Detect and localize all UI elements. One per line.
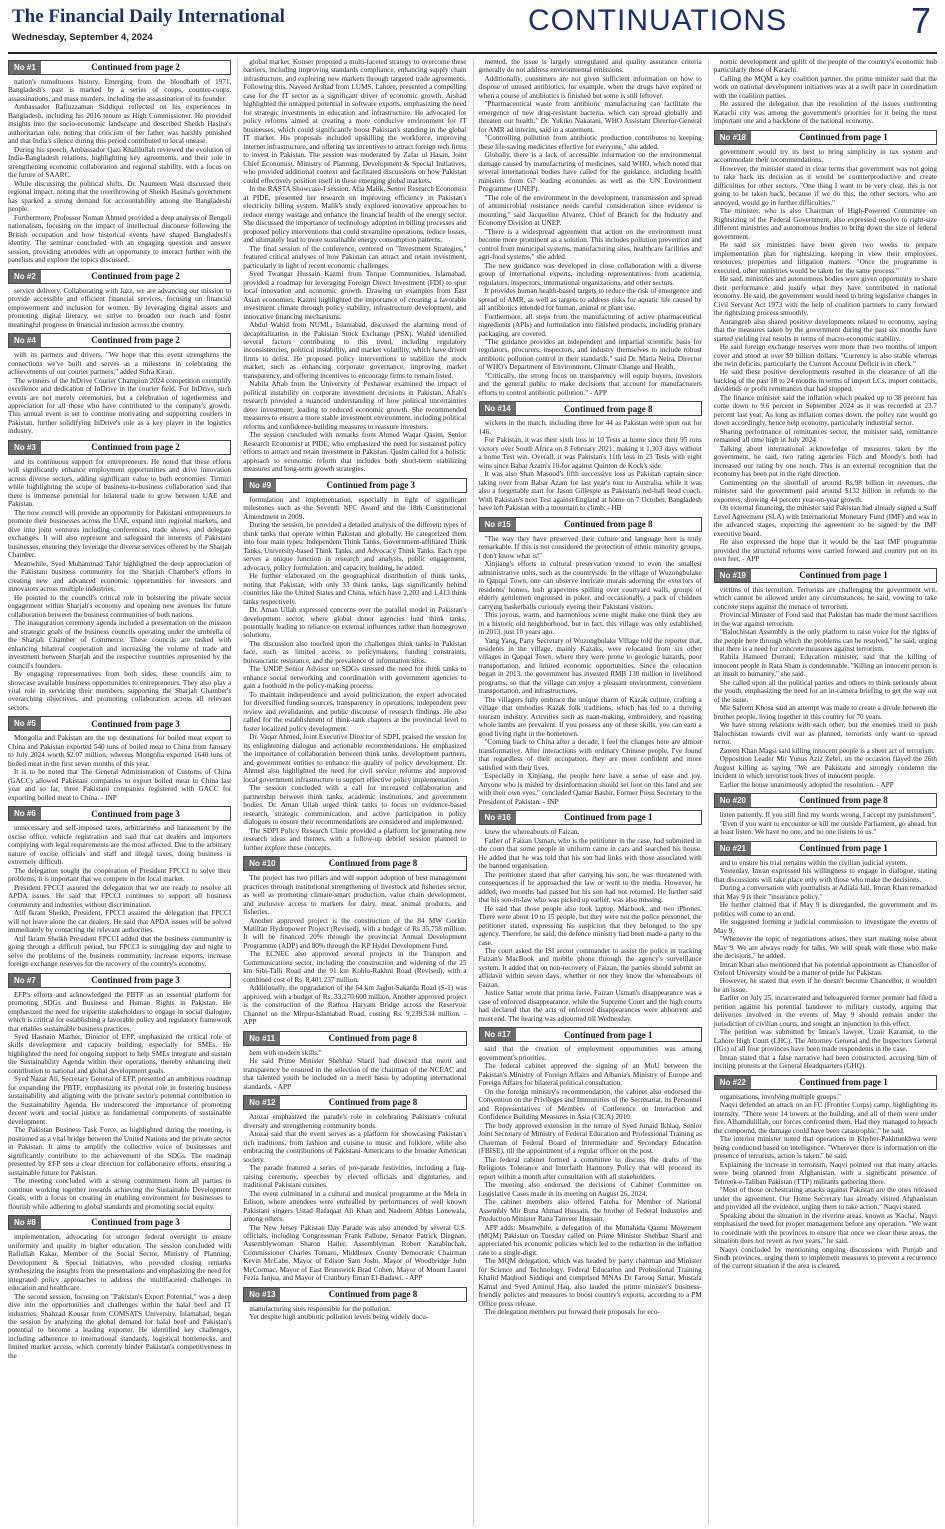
story-paragraph: For Pakistan, it was their sixth loss in 10 Tests at home since their 95 runs victory over South Africa on 8 February 2021, making it 1,303 days without a home Test win. Overall, it was Pakistan's 11th loss in 23 Tests with eight wins since Babar Azam's 10-for against Quinton de Kock's side. <box>478 436 702 470</box>
story-paragraph: On the foreign ministry's recommendation, the cabinet also endorsed the Convention on the Privileges and Immunities of the Secretariat, its Personnel and Representatives of Members of Conference on Interaction and Confidence Building Measures in Asia (CICA) 2010. <box>478 1087 702 1122</box>
story-continuation-title: Continued from page 1 <box>799 842 888 853</box>
story-paragraph: He said foreign exchange reserves were more than two months of import cover and stood at over $9 billion dollars. "Currency is also stable whereas the twin deficits, particularly the Current Account Deficit is in check." <box>713 343 937 368</box>
masthead <box>8 0 937 54</box>
story-paragraph: Zareen Khan Magsi said killing innocent people is a sheer act of terrorism. <box>719 746 935 755</box>
story-header <box>8 806 231 821</box>
story-paragraph: said that the creation of employment opportunities was among government's priorities. <box>478 1045 702 1062</box>
story-paragraph: The minister, who is also Chairman of High-Powered Committee on Rightsizing of the Federal Government, also expressed resolve to right-size different ministries and autonomous bodies to bring down the size of federal government. <box>713 207 937 241</box>
story-header <box>8 269 231 284</box>
story-paragraph: Additionally, consumers are not given sufficient information on how to dispose of unused antibiotics, for example, when the drugs have expired or when a course of antibiotics is finished but some is still leftover. <box>478 74 702 100</box>
story-paragraph: The meeting also endorsed the decisions of Cabinet Committee on Legislative Cases made in its meeting on August 26, 2024. <box>478 1181 702 1198</box>
story-paragraph: During the session, he provided a detailed analysis of the different types of think tanks that operate within Pakistan and globally. He categorized them into four main types: Independent Think Tanks, Government-affiliated Think Tanks, University-based Think Tanks, and Advocacy Think Tanks. Each type serves a unique function in research and analysis, public engagement, advocacy, policy formulation, and capacity building, he added. <box>243 521 467 572</box>
story-paragraph: The new guidance was developed in close collaboration with a diverse group of international experts, including representatives from academia, regulators, inspectors, international organizations, and other sectors. <box>478 261 702 287</box>
story-paragraph: He said six ministries have been given two weeks to prepare implementation plan for rightsizing, keeping in view their employees, resources, properties and litigation matters. "Once the programme is executed, other ministries would be taken for the same process." <box>713 241 937 275</box>
story-paragraph: The New Jersey Pakistan Day Parade was also attended by several U.S. officials, including Congressman Frank Pallone, Senator Patrick Diegnan, Assemblywoman Sharon Hailer, Assemblyman Robert Karabinchak, Commissioner Charles Tomaro, Middlesex County Democratic Chairman Kevin McCabe, Mayor of Edison Sam Joshi, Mayor of Woodbridge John McCormac, Mayor of East Brunswick Brad Cohen, Mayor of Mount Laurel Fezia Janjua, and Mayor of Cranbury Eman El-Badawi. - APP <box>243 1223 467 1283</box>
story-paragraph: In the RASTA Showcase-I session, Afia Malik, Senior Research Economist at PIDE, presented her research on improving efficiency in Pakistan's electricity billing system. Malik's study explored innovative approaches to reduce energy wastage and enhance the financial health of the energy sector. She discussed the importance of technology adoption in billing processes and proposed policy interventions that could streamline operations, reduce losses, and ultimately lead to more sustainable energy consumption patterns. <box>243 185 467 245</box>
story-paragraph: hem with modern skills." <box>249 1048 322 1057</box>
story <box>243 1095 466 1283</box>
story-paragraph: "Controlling pollution from antibiotic production contributes to keeping these life-saving medicines effective for everyone," she added. <box>478 134 702 151</box>
story-number: No #6 <box>9 807 41 820</box>
story <box>714 793 937 836</box>
story-paragraph: Dr. Vaqar Ahmed, Joint Executive Director of SDPI, praised the session for its enlightening dialogue and actionable recommendations. He emphasized the importance of collaboration between think tanks, development partners, and government entities to enhance the quality of policy development. Dr. Ahmed also highlighted the need for civil service reforms and improved local government infrastructure to support effective policy implementation. <box>243 733 467 784</box>
story-paragraph: This joyous, warm, and harmonious scene might make one think they are in a historic old neighborhood, but in fact, this village was only established in 2013, just 10 years ago. <box>478 611 702 637</box>
story-paragraph: and to ensure his trial remains within the civilian judicial system. <box>719 858 908 867</box>
story-paragraph: Rahila Hameed Durrani, Education minister, said that the killing of innocent people in Rara Sham is condemnable. "Killing an innocent person is an insult to humanity," she said. <box>713 653 937 679</box>
story-paragraph: government would try its best to bring simplicity in tax system and accommodate their recommendations. <box>713 147 937 165</box>
story-number: No #3 <box>9 441 41 454</box>
story-paragraph: The UNDP Senior Advisor on SDGs stressed the need for think tanks to enhance social networking and coordination with government agencies to gain a foothold in the policy-making process. <box>243 665 467 691</box>
story-paragraph: and its continuous support for entrepreneurs. He noted that these efforts will significantly enhance employment opportunities and drive innovation across diverse sectors, adding significant value to both economies. Tirmizi while highlighting the scope of business-to-business collaboration said that there is immense potential for bilateral trade to grow between UAE and Pakistan. <box>8 457 232 509</box>
story-paragraph: Yesterday, Imran expressed his willingness to engage in dialogue, stating that discussions will take place only with those who make the decisions. <box>713 867 937 884</box>
story-header <box>714 568 937 583</box>
story-paragraph: implementation, advocating for stronger federal oversight to ensure uniformity and quality in higher education. The session concluded with Rafiullah Kakar, Member of the Social Sector, Ministry of Planning, Development & Special Initiatives, who provided closing remarks synthesizing the insights from the presentations and emphasizing the need for integrated policy approaches to address the multifaceted challenges in education and healthcare. <box>8 1233 232 1293</box>
story-continuation-title: Continued from page 3 <box>91 1217 180 1228</box>
section-title: CONTINUATIONS <box>528 4 788 37</box>
story-paragraph: "Whenever the topic of negotiations arises, they start making noise about May 9. We are always ready for talks. We will speak with those who make the decisions," he added. <box>713 935 937 961</box>
story-paragraph: nation's tumultuous history. Emerging from the bloodbath of 1971, Bangladesh's past is marked by a series of coups, counter-coups, assassinations, and mass murders, including the assassination of its founder. <box>8 78 232 103</box>
story-paragraph: Atozai said that the event serves as a platform for showcasing Pakistan's rich traditions, from fashion and cuisine to music and folklore, while also embracing the contributions of Pakistani-Americans to the broader American society. <box>243 1130 467 1164</box>
story-paragraph: Syed Hasnain Mazher, Director of EFP, emphasized the critical role of skills development and capacity building, especially for SMEs. He highlighted the need for ongoing support to help SMEs integrate and sustain the Sustainability Agenda within their operations, thereby enhancing their contribution to national and global development goals. <box>8 1032 232 1075</box>
story-paragraph: Justice Sattar wrote that prima facie, Faizan Usman's disappearance was a case of enforced disappearance, while the Supreme Court and the high courts had declared that the acts of enforced disappearances were abhorrent and must end. The hearing was adjourned till Wednesday. <box>478 989 702 1023</box>
story-paragraph: Syed Nazar Ali, Secretary General of EFP, presented an ambitious roadmap for expanding the PBTF, emphasizing its pivotal role in fostering business sustainability and aligning with the private sector's potential contribution to the Sustainability Agenda. He underscored the importance of promoting decent work and social justice as fundamental components of sustainable development. <box>8 1075 232 1126</box>
story-paragraph: manufacturing sites responsible for the pollution. <box>249 1304 391 1313</box>
story-continuation-title: Continued from page 8 <box>328 1289 418 1300</box>
story <box>243 58 466 474</box>
story-paragraph: He said, ministries and autonomous bodies were given opportunity to share their performance and justify what they have contributed in national economy. He said, the government would need to bring legislative changes in Civil Servant Act 1973 with the help of coalition partners to carry forward the rightsizing process smoothly. <box>713 275 937 318</box>
story-continuation-title: Continued from page 2 <box>91 270 180 281</box>
story-paragraph: The cabinet members also offered Fateha for Member of National Assembly Mir Buna Ahmad Hussain, the brother of Federal Industries and Production Minister Rana Tanveer Hussain. <box>478 1198 702 1224</box>
story-paragraph: knew the whereabouts of Faizan. <box>484 828 580 837</box>
column-1 <box>8 58 231 1526</box>
story-number: No #10 <box>244 857 280 870</box>
story-paragraph: The federal cabinet approved the signing of an MoU between the Pakistan's Ministry of Foreign Affairs and Albania's Ministry of Europe and Foreign Affairs for bilateral political consultation. <box>478 1062 702 1088</box>
story-number: No #12 <box>244 1096 280 1109</box>
story-paragraph: "Balochistan Assembly is the only platform to raise voice for the rights of the people here through which the problems can be resolved," he said, urging that there is a need for concrete measures against terrorism. <box>713 628 937 653</box>
story-paragraph: Meanwhile, Syed Muhammad Tahir highlighted the deep appreciation of the Pakistani business community for the Sharjah Chamber's efforts in creating new and advanced economic opportunities for investors and innovators across multiple industries. <box>8 559 232 594</box>
story <box>714 130 937 564</box>
story-number: No #1 <box>9 61 41 74</box>
story-paragraph: The villagers fully embrace the unique charm of Kazak culture, crafting a village that embodies Kazak folk traditions, which has led to a thriving tourism industry. Activities such as naan-making, embroidery, and roasting whole lambs are prevalent. If you possess any of these skills, you can earn a good living right in the hometown. <box>478 695 702 738</box>
story-paragraph: Commenting on the shortfall of around Rs.98 billion in revenues, the minister said the government paid around $132 billion in refunds to the exporters, showing 44 percent year-on-year growth. <box>713 478 937 504</box>
story-paragraph: Atif Ikram Sheikh, President, FPCCI assured the delegation that FPCCI will not leave alone the car dealers. He said that APDA issues will be solved immediately by contacting the relevant authorities. <box>8 909 232 935</box>
story <box>243 478 466 852</box>
story <box>8 973 231 1212</box>
story <box>8 440 231 713</box>
story-paragraph: The now council will provide an opportunity for Pakistani entrepreneurs to promote their businesses across the UAE, expand into regional markets, and dive into joint ventures including conferences, trade shows, and delegate exchanges. It will also represent and safeguard the interests of Pakistani businesses, ensuring they leverage the diverse services offered by the Sharjah Chamber. <box>8 508 232 560</box>
story-number: No #8 <box>9 1216 41 1229</box>
story-paragraph: unnecessary and self-imposed taxes, arbitrariness and harassment by the excise office, vehicle registration and said that car dealers and importers complying with legal requirements are the most affected. Due to the arbitrary nature of excise officials and staff and illegal taxes, doing business is extremely difficult. <box>8 824 232 867</box>
story-paragraph: He further claimed that if May 9 is disregarded, the government and its politics will come to an end. <box>713 901 937 918</box>
story <box>8 1215 231 1360</box>
story-continuation-title: Continued from page 8 <box>328 1097 418 1108</box>
story-paragraph: However, the minister stated in clear terms that government was not going to take back its decision as it would be counterproductive and create difficulties for other sectors. "One thing I want to be very clear, this is not going to be taken back, because if we do this, the other sectors, who are annoyed, would go in further difficulties." <box>713 164 937 207</box>
story-paragraph: Aurangzeb also shared positive developments related to economy, saying that the measures taken by the government during the past six months have started yielding real results in terms of macro-economic stability. <box>713 317 937 343</box>
story-paragraph: The session concluded with a call for increased collaboration and partnership between think tanks, academic institutions, and government bodies. Dr. Aman Ullah urged think tanks to focus on evidence-based research, strategic communication, and active participation in policy dialogues to ensure their recommendations are considered and implemented. <box>243 784 467 827</box>
story-paragraph: It was also Shan Masood's fifth successive loss as Pakistan captain since taking over from Babar Azam for last year's tour to Australia, while it was also a forgettable start for Jason Gillespie as Pakistan's red-ball head coach. With Pakistan's next Test against England at home on 7 October, Bangladesh have left Pakistan with a mountain to climb. - HB <box>478 470 702 513</box>
story-paragraph: Opposition Leader Mir Yunus Aziz Zehri, on the occasion flayed the 26th August killing as saying "We are Pakistani and strongly condemn the incident in which terrorist took lives of innocent people. <box>713 755 937 781</box>
story-paragraph: "There is a widespread agreement that action on the environment must become more prominent as a solution. This includes pollution prevention and control from municipal systems, manufacturing sites, healthcare facilities and agri-food systems," she added. <box>478 227 702 262</box>
story-paragraph: The final session of the conference, centered on "Investment Strategies," featured critical analyses of how Pakistan can attract and retain investment, particularly in light of recent economic challenges. <box>243 244 467 270</box>
story-paragraph: "Pharmaceutical waste from antibiotic manufacturing can facilitate the emergence of new drug-resistant bacteria, which can spread globally and threaten our health," Dr. Yukiko Nakatani, WHO Assistant Director-General for AMR ad interim, said in a statement. <box>478 100 702 134</box>
story-paragraph: Yang Yang, Party Secretary of Wuzongbulake Village told the reporter that, residents in the village, mainly Kazaks, were relocated from six other villages in Qapqal Town, where they were prone to geologic hazards, poor transportation, and limited economic opportunities. Since the relocation began in 2013, the government has invested RMB 130 million in livelihood programs, so that the village can enjoy a pleasant environment, convenient transportation, and infrastructures. <box>478 636 702 696</box>
story-paragraph: While discussing the political shifts, Dr. Naumeen Wasi discussed their regional impact, noting that the overthrowing of Sheikh Hasina's government has sparked a strong demand for accountability among the Bangladeshi people. <box>8 179 232 214</box>
story-header <box>479 1027 702 1042</box>
story-paragraph: APP adds: Meanwhile, a delegation of the Muttahida Qaumi Movement (MQM) Pakistan on Tuesday called on Prime Minister Shehbaz Sharif and appreciated his economic policies which led to the reduction in the inflation rate to a single-digit. <box>478 1223 702 1257</box>
story-paragraph: organisations, involving multiple groups." <box>719 1092 841 1101</box>
story-paragraph: "Even if you want to encounter or kill me outside Parliament, go ahead, but at least listen. We have no one, and no one listens to us." <box>713 819 937 837</box>
story-header <box>243 856 466 871</box>
story-paragraph: He said Prime Minister Shehbaz Sharif had directed that merit and transparency be ensured in the selection of the chairman of the NCEAC and that talented youth be included on a merit basis by adopting international standards. - APP <box>243 1057 467 1091</box>
story-paragraph: "Most of those orchestrating attacks against Pakistan are the ones released under the agreement. Our Home Secretary has already visited Afghanistan and provided all the evidence, urging them to take action," Naqvi stated. <box>713 1186 937 1212</box>
story-header <box>8 716 231 731</box>
story-number: No #11 <box>244 1032 280 1045</box>
story-continuation-title: Continued from page 3 <box>91 808 180 819</box>
story-paragraph: Father of Faizan Usman, who is the petitioner in the case, had submitted in the court that some people in uniform came in cars and searched his house. He added that he was told that his son had links with those associated with the banned organisation. <box>478 836 702 871</box>
story-paragraph: Earlier the house unanimously adopted the resolution. - APP <box>719 780 894 789</box>
story <box>243 1287 466 1322</box>
story-number: No #15 <box>480 518 516 531</box>
story-number: No #7 <box>9 974 41 987</box>
story <box>8 60 231 265</box>
story-paragraph: Globally, there is a lack of accessible information on the environmental damage caused by manufacturing of medicines, said WHO, which noted that several international bodies have called for the guidance, including health ministers from G7 leading economies as well as the UN Environment Programme (UNEP). <box>478 151 702 194</box>
story-paragraph: victims of this terrorism. Terrorists are challenging the government writ, which cannot be allowed under any circumstances, he said, vowing to take concrete steps against the menace of terrorism. <box>713 585 937 611</box>
story-paragraph: The court asked the ISI sector commander to assist the police in tracking Faizan's MacBook and mobile phone through the agency's surveillance system. It added that on non-recovery of Faizan, the parties should submit an affidavit within seven days, whether or not they know the whereabouts of Faizan. <box>478 946 702 989</box>
story-paragraph: He also expressed the hope that it would be the last IMF programme provided the structural reforms were carried forward and country put on its own feet. - APP <box>713 538 937 564</box>
story-paragraph: He pointed to the council's critical role in bolstering the private sector engagement within Sharjah's economy and opening new avenues for future collaboration between the business communities of both nations. <box>8 593 232 619</box>
story-paragraph: Talking about international acknowledge of measures taken by the government, he said, two rating agencies Fitch and Moody's both had increased our rating by one notch. This is an external recognition that the economy has been put in the right direction. <box>713 444 937 479</box>
story-number: No #9 <box>244 479 276 492</box>
story-paragraph: Sharing performance of remittances sector, the minister said, remittance remained all time high in July 2024. <box>713 427 937 445</box>
story-paragraph: We have strong relations with each other, but the enemies tried to push Balochistan towards civil war as planned, terrorists only want to spread terror. <box>713 721 937 747</box>
story-continuation-title: Continued from page 2 <box>91 442 180 453</box>
story-paragraph: The delegation sought the cooperation of President FPCCI to solve their problems, it is important that we compete in the local market. <box>8 866 232 884</box>
story-header <box>714 130 937 145</box>
story-paragraph: Another approved project is the construction of the 84 MW Gorkin Matiltan Hydropower Project (Revised), with a budget of Rs 35,758 million. It will be financed 20% through the provincial Annual Development Programme (ADP) and 80% through the KP Hydel Development Fund. <box>243 916 467 950</box>
story-paragraph: wickets in the match, including three for 44 as Pakistan were spun out for 146. <box>478 419 702 436</box>
story-paragraph: Mir Saleem Khosa said an attempt was made to create a divide between the brother people, living together in this country for 70 years. <box>713 704 937 721</box>
story-header <box>714 793 937 808</box>
story-header <box>8 440 231 455</box>
story <box>479 810 702 1023</box>
story <box>479 401 702 512</box>
story-number: No #18 <box>715 131 751 144</box>
story-paragraph: Atozai emphasized the parade's role in celebrating Pakistan's cultural diversity and strengthening community bonds. <box>243 1113 467 1130</box>
story-paragraph: mented, the issue is largely unregulated and quality assurance criteria generally do not address environmental emissions. <box>478 58 702 75</box>
story-continuation-title: Continued from page 3 <box>91 974 180 985</box>
story-header <box>714 841 937 856</box>
story-header <box>8 333 231 348</box>
story <box>243 1031 466 1091</box>
story-paragraph: The body approved extension in the tenure of Syed Junaid Ikhlaq, Senior Joint Secretary of Ministry of Federal Education and Professional Training as Chairman of Federal Board of Intermediate and Secondary Education (FBISE), till the appointment of a regular officer on the post. <box>478 1121 702 1156</box>
story-paragraph: "Coming back to China after a decade, I feel the changes here are almost transformative. After interactions with ordinary Chinese people, I've found that regardless of their occupation, they are more confident and more satisfied with their lives. <box>478 738 702 772</box>
story-paragraph: Furthermore, all steps from the manufacturing of active pharmaceutical ingredients (APIs) and formulation into finished products, including primary packaging, are covered. <box>478 312 702 338</box>
story-header <box>243 1031 466 1046</box>
story-paragraph: During a conversation with journalists at Adiala Jail, Imran Khan remarked that May 9 is their "insurance policy." <box>713 884 937 901</box>
story-paragraph: EFP's efforts and acknowledged the PBTF as an essential platform for promoting SDGs and Business and Human Rights in Pakistan. He emphasized the need for tripartite stakeholders to engage in social dialogue, which is critical for establishing a favorable policy and regulatory framework that enables sustainable business practices. <box>8 990 232 1033</box>
story-continuation-title: Continued from page 8 <box>799 795 888 806</box>
story-paragraph: The ECNEC also approved several projects in the Transport and Communications sector, including the construction and widening of the 25 km Sibi-Talli Road and the 91 km Kohlu-Rakhni Road (Revised), with a combined cost of Rs. 8,401.237 million. <box>243 950 467 984</box>
story-paragraph: Abdul Wahid from NUML, Islamabad, discussed the alarming trend of decapitalization in the Pakistan Stock Exchange (PSX). Wahid identified several factors contributing to this trend, including regulatory inconsistencies, political instability, and market volatility, which have driven firms to delist. He proposed policy interventions to stabilize the stock market, such as enhancing corporate governance, improving market transparency, and offering incentives to encourage firms to remain listed. <box>243 321 467 380</box>
story-number: No #19 <box>715 569 751 582</box>
story <box>8 716 231 802</box>
story-header <box>243 1287 466 1302</box>
story-number: No #13 <box>244 1288 280 1301</box>
story-paragraph: "Critically, the strong focus on transparency will equip buyers, investors and the general public to make decisions that account for manufacturers efforts to control antibiotic pollution." - APP <box>478 371 702 397</box>
story <box>8 333 231 436</box>
story-paragraph: "The guidance provides an independent and impartial scientific basis for regulators, procurers, inspectors, and industry themselves to include robust antibiotic pollution control in their standards," said Dr. Maria Neira, Director of WHO's Department of Environment, Climate Change and Health. <box>478 337 702 372</box>
story-number: No #5 <box>9 717 41 730</box>
story-paragraph: Earlier on July 25, incarcerated and beleaguered former premier had filed a petition against his potential handover to military custody, arguing that deliveries involved in the events of May 9 should remain under the jurisdiction of civilian courts, and sought an injunction to this effect. <box>713 994 937 1028</box>
story-continuation-title: Continued from page 1 <box>799 569 888 580</box>
story-continuation-title: Continued from page 8 <box>563 518 653 529</box>
story-paragraph: Imran stated that a false narrative had been constructed, accusing him of inciting protests at the General Headquarters (GHQ). <box>713 1053 937 1071</box>
story-continuation-title: Continued from page 8 <box>328 858 418 869</box>
story-header <box>479 517 702 532</box>
story <box>243 856 466 1027</box>
story-paragraph: The discussion also touched upon the challenges think tanks in Pakistan face, such as limited access to policymakers, funding constraints, bureaucratic resistance, and the prevalence of information silos. <box>243 639 467 665</box>
story-number: No #16 <box>480 811 516 824</box>
story-number: No #21 <box>715 842 751 855</box>
story-paragraph: Imran Khan also mentioned that his potential appointment as Chancellor of Oxford University would be a matter of pride for Pakistan. <box>713 960 937 977</box>
story-paragraph: Ambassador Rafiuzzaman Siddiqui reflected on his experiences in Bangladesh, including his 2016 tenure as High Commissioner. He provided insights into the socio-economic landscape and described Sheikh Hasina's authoritarian rule, noting that criticism of her father was harshly punished and that India's silence during this period contributed to local unease. <box>8 103 232 146</box>
story <box>714 58 937 126</box>
story <box>479 1027 702 1317</box>
story-paragraph: On external financing, the minister said Pakistan had already signed a Staff Level Agreement (SLA) with International Monetary Fund (IMF) and was in the advanced stages, expecting the agreement to be signed by the IMF executive board. <box>713 504 937 538</box>
column-3 <box>473 58 702 1526</box>
story-paragraph: She called upon all the political parties and others to think seriously about the youth, emphasizing the need for an in-camera briefing to get the way out of the issue. <box>713 678 937 704</box>
story-paragraph: Naqvi defended an attack on an FC (Frontier Corps) camp, highlighting its intensity. "There were 14 towers at the building, and all of them were under fire. Alhamdulillah, our forces confronted them. Had they managed to breach the compound, the damage could have been catastrophic," he said. <box>713 1101 937 1135</box>
story-continuation-title: Continued from page 2 <box>91 335 180 346</box>
story-continuation-title: Continued from page 8 <box>328 1032 418 1043</box>
story-header <box>8 60 231 75</box>
story-paragraph: Explaining the increase in terrorism, Naqvi pointed out that many attacks were being planned from Afghanistan, with a significant presence of Tehreek-e-Taliban Pakistan (TTP) militants gathering there. <box>713 1160 937 1186</box>
story-paragraph: Nabila Aftab from the University of Peshawar examined the impact of political instability on corporate investment decisions in Pakistan. Aftab's research provided a nuanced understanding of how political uncertainties deter investment, leading to reduced economic growth. She recommended measures to ensure a more stable investment environment, including political reforms and confidence-building measures to reassure investors. <box>243 380 467 431</box>
story <box>8 269 231 329</box>
story-header <box>479 401 702 416</box>
story-paragraph: The session concluded with remarks from Ahmed Waqar Qasim, Senior Research Economist at PIDE, who emphasized the need for sustained policy efforts to attract and retain investment in Pakistan. Qasim called for a holistic approach to economic reform that includes both short-term stabilizing measures and long-term growth strategies. <box>243 431 467 474</box>
story <box>479 58 702 397</box>
story-header <box>243 478 466 493</box>
story-continuation-title: Continued from page 1 <box>563 812 653 823</box>
column-4 <box>708 58 937 1526</box>
story-paragraph: It provides human health-based targets to reduce the risk of emergence and spread of AMR, as well as targets to address risks for aquatic life caused by all antibiotics intended for human, animal or plant use. <box>478 287 702 313</box>
story-number: No #2 <box>9 270 41 283</box>
story-continuation-title: Continued from page 3 <box>326 479 416 490</box>
story-header <box>714 1075 937 1090</box>
story-paragraph: "The role of the environment in the development, transmission and spread of antimicrobial resistance needs careful consideration since evidence is mounting," said Jacqueline Alvarez, Chief of Branch for the Industry and Economy Division at UNEP. <box>478 193 702 228</box>
story-paragraph: He said that those people also took laptop, Macbook, and two iPhones. There were about 10 to 15 people, but they were not the police personnel, the petitioner stated, expressing his suspicion that they belonged to the spy agency. Therefore, he said, the defence ministry had been made a party to the case. <box>478 904 702 947</box>
page-number: 7 <box>910 0 931 41</box>
story-paragraph: with its partners and drivers. "We hope that this event strengthens the connections we've built and serves as a milestone in celebrating the achievements of our courier partners," added Sidra Kiran. <box>8 351 232 377</box>
story-paragraph: He suggested forming a judicial commission to investigate the events of May 9. <box>713 918 937 935</box>
story-number: No #4 <box>9 334 41 347</box>
story-paragraph: listen patiently. If you still find my words wrong, I accept my punishment". <box>719 811 937 820</box>
story <box>714 841 937 1071</box>
story-continuation-title: Continued from page 1 <box>799 1076 888 1087</box>
story-paragraph: Atif Ikram Sheikh President FPCCI added that the business community is going through a difficult period, but FPCCI is struggling day and night to solve the problems of the business community, increase exports, increase foreign exchange reserves for the recovery of the country's economy. <box>8 934 232 969</box>
story-paragraph: The parade featured a series of pre-parade festivities, including a flag-raising ceremony, speeches by elected officials and dignitaries, and traditional Pakistani cuisines. <box>243 1164 467 1190</box>
story-paragraph: The event culminated in a cultural and musical programme at the Mela in Edison, where attendees were enthralled by performances of well known Pakistani singers Ustad Rafaqaat Ali Khan and Nadeem Abbas Lonewala, among others. <box>243 1189 467 1224</box>
story-paragraph: Speaking about the situation in the riverine areas, known as 'Kacha', Naqvi emphasised the need for proper management before any operation. "We want to coordinate with the provinces to ensure that once we clear these areas, the situation does not revert as two years," he said. <box>713 1211 937 1246</box>
story <box>8 806 231 968</box>
story-header <box>479 810 702 825</box>
story-paragraph: Dr. Aman Ullah expressed concerns over the parallel model in Pakistan's development sector, where global donor agencies fund think tanks, potentially leading to reliance on external influences rather than homegrown solutions. <box>243 606 467 640</box>
story-paragraph: Furthermore, Professor Noman Ahmed provided a deep analysis of Bengali nationalism, focusing on the impact of intellectual discourse following the British occupation and how historical events have shaped Bangladesh's identity. The seminar concluded with an engaging question and answer session, providing attendees with an opportunity to interact further with the panelists and explore the topics discussed. <box>8 213 232 265</box>
story-paragraph: The second session, focusing on "Pakistan's Export Potential," was a deep dive into the opportunities and challenges within the halal beef and IT industries. Shahzad Kousar from COMSATS University, Islamabad, began the session by analyzing the global demand for halal beef and Pakistan's potential to become a leading exporter. He identified key challenges, including adherence to international standards, logistical bottlenecks, and limited market access, which currently hinder Pakistan's competitiveness in the <box>8 1292 232 1360</box>
story-paragraph: The petitioner stated that after carrying his son, he was threatened with consequences if he approached the law or went to the media. However, he added, two months had passed but his son had not returned. He further said that his son-in-law who was picked up earlier, was also missing. <box>478 870 702 905</box>
story-header <box>8 973 231 988</box>
story-paragraph: To maintain independence and avoid politicization, the expert advocated for diversified funding sources, transparency in operations, independent peer review and revalidation, and public discourse of research findings. He also called for the establishment of think-tank chapters at the provincial level to foster localized policy development. <box>243 690 467 733</box>
story <box>479 517 702 807</box>
story-number: No #22 <box>715 1076 751 1089</box>
paper-name: The Financial Daily International <box>12 6 285 27</box>
story-paragraph: Especially in Xinjiang, the people here have a sense of ease and joy. Anyone who is misled by disinformation should set foot on this land and see with their own eyes," concluded Qamar Bashir, Former Press Secretary to the President of Pakistan. - INP <box>478 772 702 806</box>
story-paragraph: The SDPI Policy Research Clinic provided a platform for generating new research ideas and themes, with a follow-up debrief session planned to further explore these concepts. <box>243 826 467 852</box>
story-header <box>8 1215 231 1230</box>
story-paragraph: The interior minister noted that operations in Khyber-Pakhtunkhwa were being conducted based on intelligence. "Wherever there is information on the presence of terrorists, action is taken," he said. <box>713 1135 937 1161</box>
story-continuation-title: Continued from page 3 <box>91 718 180 729</box>
story-paragraph: However, he stated that even if he doesn't become Chancellor, it wouldn't be an issue. <box>713 977 937 994</box>
story-paragraph: The winners of the InDrive Courier Champion 2024 competition exemplify excellence and dedication of InDrive in the courier field. For InDrive, such events are not merely ceremonies, but a celebration of togetherness and appreciation for all those who have contributed to the company's growth. This annual event is set to continue motivating and supporting couriers in Pakistan, further solidifying InDrive's role as a key player in the logistics industry. <box>8 376 232 436</box>
story-number: No #17 <box>480 1028 516 1041</box>
story-paragraph: He assured the delegation that the resolution of the issues confronting Karachi city was among the government's priorities for it being the most important one and a backbone of the national economy. <box>713 100 937 126</box>
story-paragraph: President FPCCI assured the delegation that we are ready to resolve all APDA issues. He said that FPCCI continues to support all business community and industries without discrimination. <box>8 883 232 909</box>
story-paragraph: global market. Kouser proposed a multi-faceted strategy to overcome these barriers, including improving standards compliance, enhancing supply chain infrastructure, and exploring new markets through targeted trade agreements. Following this, Naveed Arshad from LUMS, Lahore, presented a compelling case for the IT sector as a significant driver of economic growth. Arshad highlighted the untapped potential in software exports, emphasizing the need for strategic investments in education and infrastructure. He advocated for policy reforms aimed at creating a more conducive environment for IT businesses, which could significantly boost Pakistan's standing in the global IT market. His proposals included upskilling the workforce, improving internet infrastructure, and offering tax incentives to attract foreign tech firms to invest in Pakistan. The session was moderated by Zafar ul Hasan, Joint Chief Economist, Ministry of Planning, Development & Special Initiatives, who provided additional context and facilitated discussions on how Pakistan could effectively position itself in these emerging global markets. <box>243 58 467 185</box>
story-paragraph: The federal cabinet formed a committee to discuss the drafts of the Religious Tolerance and Interfaith Harmony Policy that will proceed its report within a month after consultation with all stakeholders. <box>478 1155 702 1181</box>
story-paragraph: service delivery. Collaborating with Jazz, we are advancing our mission to provide accessible and efficient financial services, focusing on financial empowerment and inclusion for women. By leveraging digital assets and promoting digital literacy, we strive to broaden our reach and foster meaningful progress in financial inclusion across the country. <box>8 286 232 329</box>
story-paragraph: "The way they have preserved their culture and language here is truly remarkable. If this is not considered the protection of ethnic minority groups, I don't know what is!" <box>478 534 702 560</box>
story-continuation-title: Continued from page 1 <box>799 132 888 143</box>
story-paragraph: The project has two pillars and will support adoption of best management practices through institutional strengthening of livestock and fisheries sector, as well as promoting climate-smart production, value chain development, and inclusive access to markets for dairy, meat, animal products, and fisheries. <box>243 874 467 917</box>
story-continuation-title: Continued from page 8 <box>563 403 653 414</box>
story-paragraph: During his speech, Ambassador Qazi Khalilullah reviewed the evolution of India-Bangladesh relations, highlighting key agreements, and their role in strengthening economic collaboration and regional stability, with a focus on the future of SAARC. <box>8 145 232 180</box>
story-paragraph: formulation and implementation, especially in light of significant milestones such as the Seventh NFC Award and the 18th Constitutional Amendment in 2009. <box>243 495 467 521</box>
story-paragraph: The finance minister said the inflation which peaked up to 38 percent has come down to 9.6 percent in September 2024 as it was recorded at 23.7 percent last year. As long as inflation comes down, the policy rate would go down accordingly, hence help economy, particularly industrial sector. <box>713 393 937 428</box>
story-paragraph: Mongolia and Pakistan are the top destinations for boiled meat export to China and Pakistan exported 540 tons of boiled meat to China from January to July 2024 worth $2.07 million, whereas Mongolia exported 1640 tons of boiled meat in the first seven months of this year. <box>8 734 232 768</box>
story <box>714 568 937 790</box>
story-paragraph: He said these positive developments resulted in the clearance of all the backlog of the past 18 to 24 months in terms of import LCs, import contracts, dividends or profit remittances that had stopped. <box>713 368 937 394</box>
story-paragraph: Syed Twangar Hussain Kazmi from Torque Communities, Islamabad, provided a roadmap for leveraging Foreign Direct Investment (FDI) to spur local innovation and economic growth. Drawing on examples from East Asian economies, Kazmi highlighted the importance of creating a favorable investment climate through policy stability, infrastructure development, and innovative financing mechanisms. <box>243 270 467 321</box>
story-paragraph: Yet despite high antibiotic pollution levels being widely docu- <box>249 1313 429 1322</box>
story-number: No #14 <box>480 402 516 415</box>
issue-date: Wednesday, September 4, 2024 <box>12 32 153 43</box>
story-paragraph: Naqvi concluded by mentioning ongoing discussions with Punjab and Sindh provinces, urging them to implement measures to prevent a recurrence of the current situation if the area is cleared. <box>713 1245 937 1271</box>
story-continuation-title: Continued from page 1 <box>563 1029 653 1040</box>
story-paragraph: nomic development and uplift of the people of the country's economic hub particularly those of Karachi. <box>713 58 937 75</box>
story-paragraph: The meeting concluded with a strong commitment from all parties to continue working together towards achieving the Sustainable Development Goals, with a focus on creating an enabling environment for businesses to flourish while adhering to global standards and promoting social equity. <box>8 1177 232 1211</box>
story-paragraph: The delegation members put forward their proposals for eco- <box>484 1308 660 1317</box>
story-paragraph: Calling the MQM a key coalition partner, the prime minister said that the work on national development initiatives was at a swift pace in coordination with the coalition parties. <box>713 74 937 100</box>
story-paragraph: The Pakistan Business Task Force, as highlighted during the meeting, is positioned as a vital bridge between the United Nations and the private sector in Pakistan. It aims to amplify the collective voice of businesses and significantly contribute to the achievement of the SDGs. The roadmap presented by EFP sets a clear direction for collaborative efforts, ensuring a sustainable future for Pakistan. <box>8 1126 232 1177</box>
story-paragraph: The petition was submitted by Imran's lawyer, Uzair Karamat, to the Lahore High Court (LHC). The Attorney General and the Inspectors General (IGs) of all four provinces have been made respondents in the case. <box>713 1028 937 1054</box>
story-paragraph: The inauguration ceremony agenda included a presentation on the mission and strategic goals of the business councils operating under the umbrella of the Sharjah Chamber of Commerce. These councils are tasked with enhancing bilateral cooperation and increasing the volume of trade and investment between Sharjah and the respective countries represented by the council's founders. <box>8 619 232 670</box>
story-paragraph: It is to be noted that The General Administration of Customs of China (GACC) allowed Pakistani companies to export boiled meat to China last year and so far, three Pakistani companies registered with GACC for exporting boiled meat to China. - INP <box>8 768 232 802</box>
story-paragraph: He further elaborated on the geographical distribution of think tanks, noting that Pakistan, with only 33 think tanks, lags significantly behind countries like the United States and China, which have 2,203 and 1,413 think tanks respectively. <box>243 572 467 606</box>
story-paragraph: Provincial Minister of Food said that Pakistan has made the most sacrifices in the war against terrorism. <box>713 611 937 628</box>
story-continuation-title: Continued from page 2 <box>91 62 180 73</box>
story-paragraph: Additionally, the upgradation of the 64 km Jaglot-Sakarda Road (S-1) was approved, with a budget of Rs. 33,270.600 million. Another approved project is the construction of the Rathoa Haryam Bridge across the Reservoir Channel on the Mirpur-Islamabad Road, costing Rs. 9,239.534 million. - APP <box>243 984 467 1027</box>
article-columns <box>0 54 945 1526</box>
story-paragraph: By engaging representatives from both sides, these councils aim to showcase available business opportunities to entrepreneurs. They also play a vital role in servicing their members, supporting the Sharjah Chamber's overarching objectives, and promoting collaboration across all relevant sectors. <box>8 670 232 712</box>
column-2 <box>237 58 466 1526</box>
story-number: No #20 <box>715 794 751 807</box>
story-paragraph: The MQM delegation, which was headed by party chairman and Minister for Science and Technology, Federal Education and Professional Training Khalid Maqbool Siddiqui and comprised MNAs Dr Farooq Sattar, Mustafa Kamal and Syed Aminul Haq, also lauded the prime minister's business-friendly policies and measures to boost country's exports, according to a PM Office press release. <box>478 1257 702 1308</box>
story-paragraph: Xinjiang's efforts in cultural preservation extend to even the smallest administrative units, such as the countryside. In the village of Wuzongbulake in Qapqal Town, one can observe intricate murals adorning the exteriors of residents' homes, lush grapevines spilling over courtyard walls, groups of elderly gentlemen engrossed in poker, and occasionally, a pack of children carrying basketballs curiously eyeing their Pakistani visitors. <box>478 560 702 611</box>
story <box>714 1075 937 1271</box>
story-header <box>243 1095 466 1110</box>
